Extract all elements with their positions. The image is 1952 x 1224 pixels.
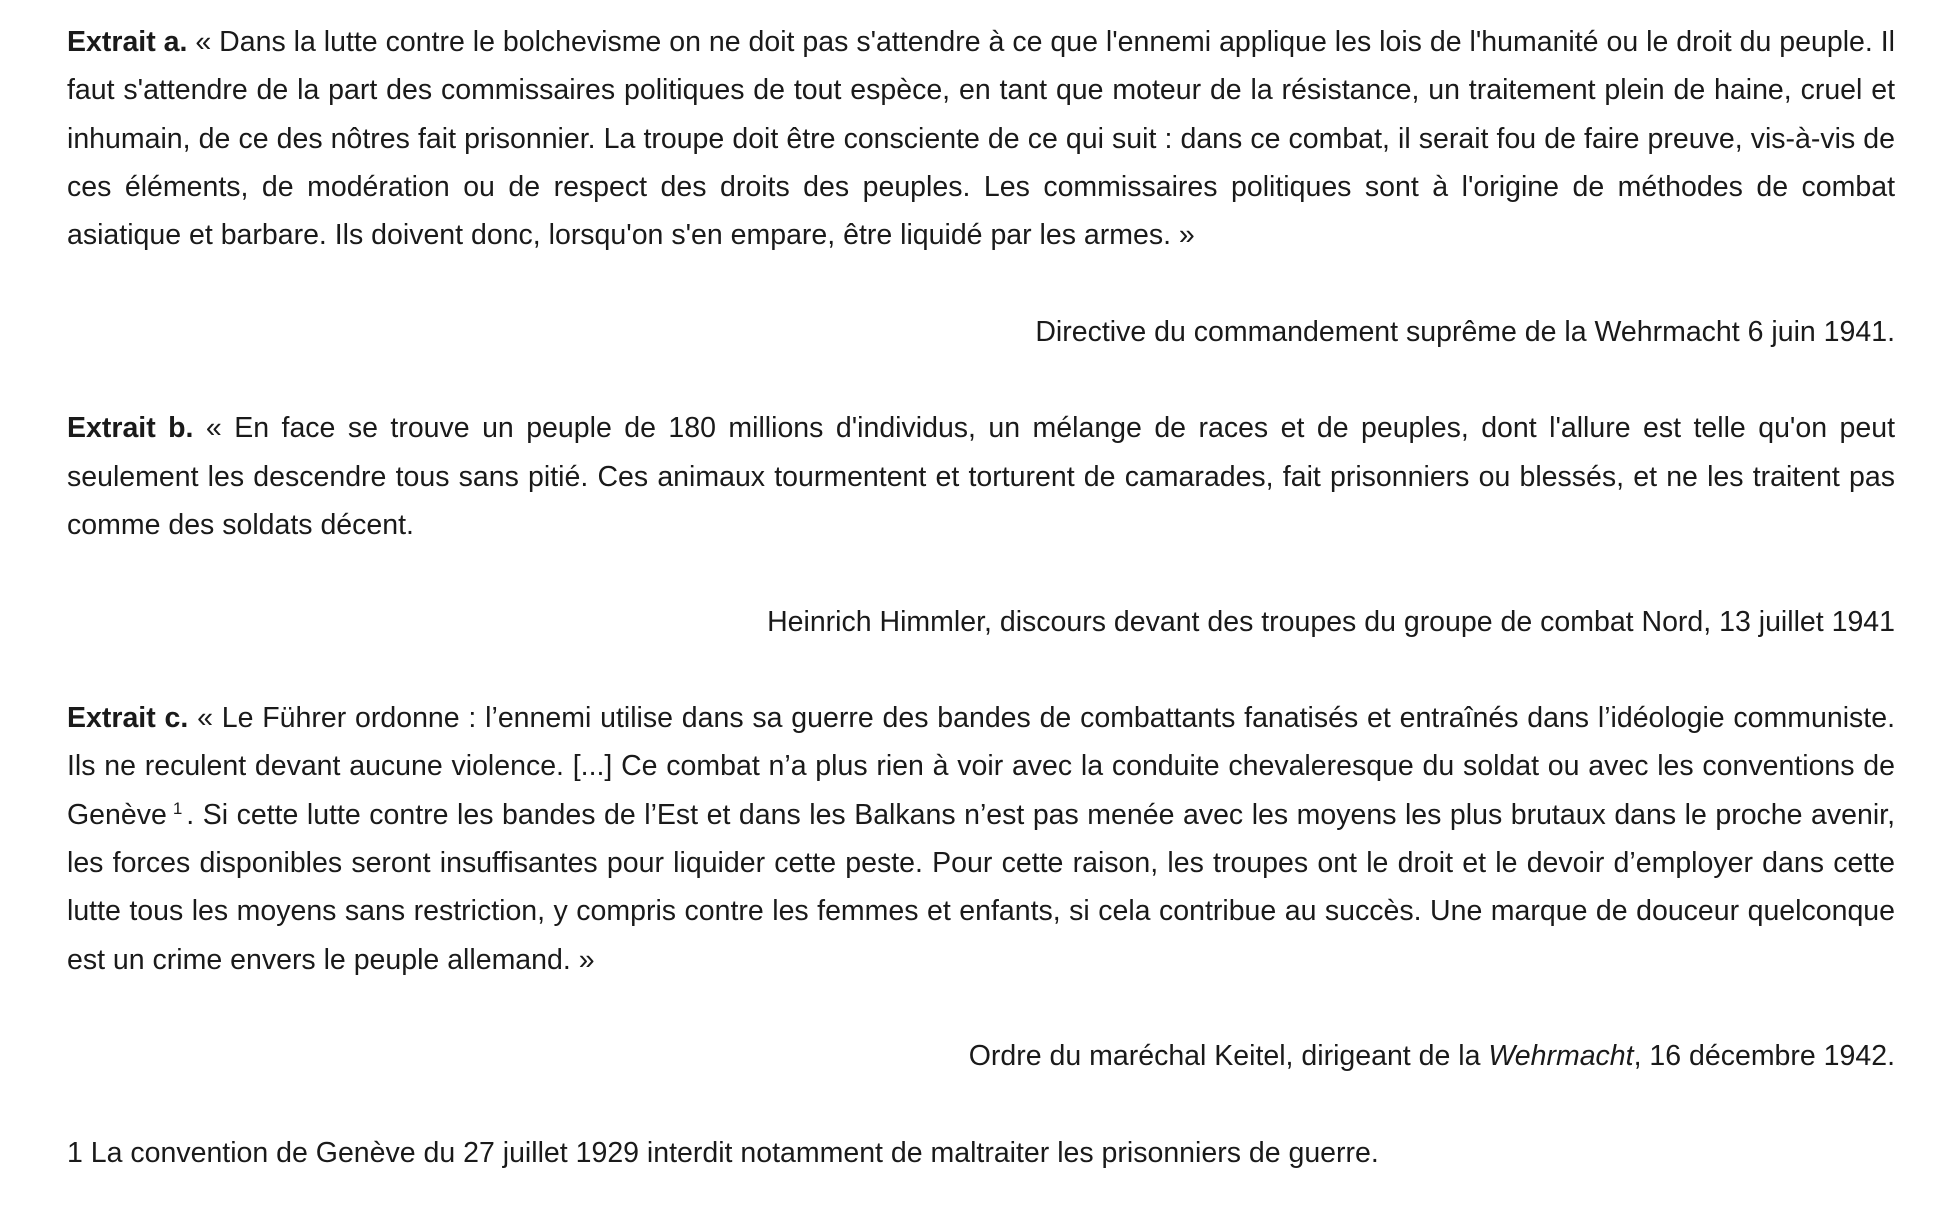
- extract-c-text-before-note: « Le Führer ordonne : l’ennemi utilise dans sa guerre des bandes de combattants fanatisés et entraînés dans l’idéologie communiste. Ils ne reculent devant aucune violence. [...] Ce combat n’a plus rien à voir avec la conduite chevaleresque du soldat ou avec les conventions de Genève: [67, 702, 1895, 831]
- extract-c-label: Extrait c.: [67, 702, 189, 735]
- extract-c-text-after-note: . Si cette lutte contre les bandes de l’Est et dans les Balkans n’est pas menée avec les moyens les plus brutaux dans le proche avenir, les forces disponibles seront insuffisantes pour liquider cette peste. Pour cette raison, les troupes ont le droit et le devoir d’employer dans cette lutte tous les moyens sans restriction, y compris contre les femmes et enfants, si cela contribue au succès. Une marque de douceur quelconque est un crime envers le peuple allemand. »: [67, 798, 1895, 976]
- extract-a-text: « Dans la lutte contre le bolchevisme on ne doit pas s'attendre à ce que l'ennemi applique les lois de l'humanité ou le droit du peuple. Il faut s'attendre de la part des commissaires politiques de tout espèce, en tant que moteur de la résistance, un traitement plein de haine, cruel et inhumain, de ce des nôtres fait prisonnier. La troupe doit être consciente de ce qui suit : dans ce combat, il serait fou de faire preuve, vis-à-vis de ces éléments, de modération ou de respect des droits des peuples. Les commissaires politiques sont à l'origine de méthodes de combat asiatique et barbare. Ils doivent donc, lorsqu'on s'en empare, être liquidé par les armes. »: [67, 26, 1895, 252]
- extract-c-source-after: , 16 décembre 1942.: [1633, 1040, 1895, 1073]
- extract-c-source-italic: Wehrmacht: [1488, 1040, 1634, 1073]
- extract-b-paragraph: [67, 404, 1895, 549]
- extract-c-source-before: Ordre du maréchal Keitel, dirigeant de la: [968, 1040, 1489, 1073]
- footnote: 1 La convention de Genève du 27 juillet 1929 interdit notamment de maltraiter les prisonniers de guerre.: [67, 1136, 1379, 1169]
- spacer: [67, 549, 1895, 597]
- spacer: [67, 1081, 1895, 1129]
- spacer: [67, 259, 1895, 307]
- spacer: [67, 356, 1895, 404]
- spacer: [67, 984, 1895, 1032]
- extract-b-text: « En face se trouve un peuple de 180 millions d'individus, un mélange de races et de peuples, dont l'allure est telle qu'on peut seulement les descendre tous sans pitié. Ces animaux tourmentent et torturent de camarades, fait prisonniers ou blessés, et ne les traitent pas comme des soldats décent.: [67, 412, 1895, 541]
- extract-c-source: [67, 1032, 1895, 1080]
- extract-b-source: Heinrich Himmler, discours devant des troupes du groupe de combat Nord, 13 juillet 1941: [767, 605, 1895, 638]
- extract-a-source: Directive du commandement suprême de la Wehrmacht 6 juin 1941.: [1035, 315, 1895, 348]
- extract-a-label: Extrait a.: [67, 26, 188, 58]
- footnote-reference: 1: [172, 798, 183, 818]
- extract-a-paragraph: [67, 18, 1895, 259]
- document: [67, 18, 1895, 1177]
- extract-b-label: Extrait b.: [67, 412, 194, 445]
- spacer: [67, 646, 1895, 694]
- extract-c-paragraph: [67, 694, 1895, 984]
